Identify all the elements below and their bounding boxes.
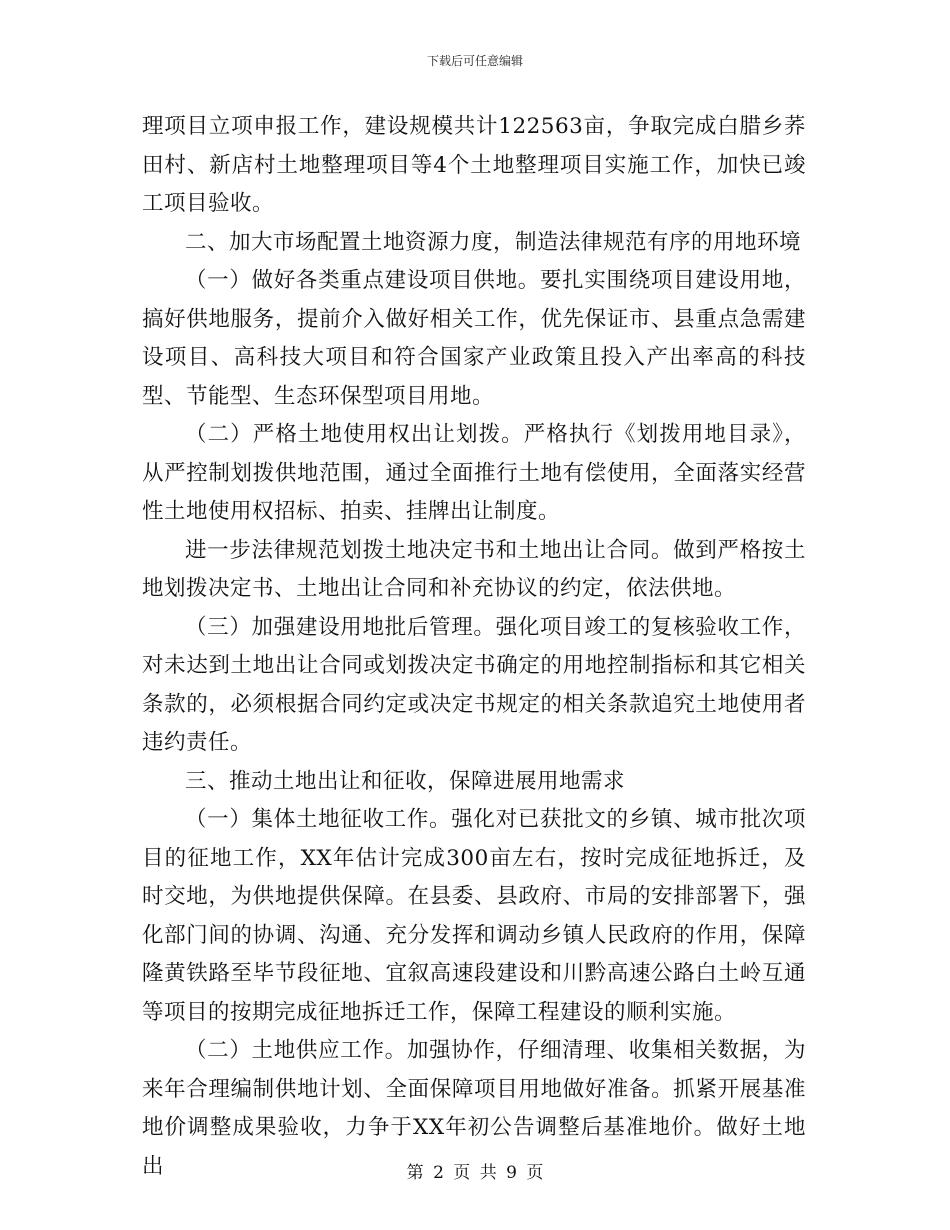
paragraph-2-2: （二）严格土地使用权出让划拨。严格执行《划拨用地目录》，从严控制划拨供地范围，通过全面推行土地有偿使用，全面落实经营性土地使用权招标、拍卖、挂牌出让制度。 bbox=[142, 422, 806, 524]
paragraph-2-1: （一）做好各类重点建设项目供地。要扎实围绕项目建设用地，搞好供地服务，提前介入做好相关工作，优先保证市、县重点急需建设项目、高科技大项目和符合国家产业政策且投入产出率高的科技型、节能型、生态环保型项目用地。 bbox=[142, 268, 806, 409]
paragraph-continuation: 理项目立项申报工作，建设规模共计122563亩，争取完成白腊乡荞田村、新店村土地整理项目等4个土地整理项目实施工作，加快已竣工项目验收。 bbox=[142, 114, 806, 216]
section-heading-3: 三、推动土地出让和征收，保障进展用地需求 bbox=[185, 768, 626, 794]
document-body bbox=[142, 108, 806, 1186]
page-number-footer: 第 2 页 共 9 页 bbox=[406, 1163, 544, 1183]
paragraph-3-1: （一）集体土地征收工作。强化对已获批文的乡镇、城市批次项目的征地工作，XX年估计完成300亩左右，按时完成征地拆迁，及时交地，为供地提供保障。在县委、县政府、市局的安排部署下，强化部门间的协调、沟通、充分发挥和调动乡镇人民政府的作用，保障隆黄铁路至毕节段征地、宜叙高速段建设和川黔高速公路白土岭互通等项目的按期完成征地拆迁工作，保障工程建设的顺利实施。 bbox=[142, 807, 806, 1025]
section-heading-2: 二、加大市场配置土地资源力度，制造法律规范有序的用地环境 bbox=[185, 229, 802, 255]
page-header-note: 下载后可任意编辑 bbox=[426, 54, 523, 68]
paragraph-2-2-extra: 进一步法律规范划拨土地决定书和土地出让合同。做到严格按土地划拨决定书、土地出让合同和补充协议的约定，依法供地。 bbox=[142, 537, 806, 601]
paragraph-3-2: （二）土地供应工作。加强协作，仔细清理、收集相关数据，为来年合理编制供地计划、全面保障项目用地做好准备。抓紧开展基准地价调整成果验收，力争于XX年初公告调整后基准地价。做好土地出 bbox=[142, 1038, 806, 1179]
paragraph-2-3: （三）加强建设用地批后管理。强化项目竣工的复核验收工作，对未达到土地出让合同或划拨决定书确定的用地控制指标和其它相关条款的，必须根据合同约定或决定书规定的相关条款追究土地使用者违约责任。 bbox=[142, 614, 806, 755]
